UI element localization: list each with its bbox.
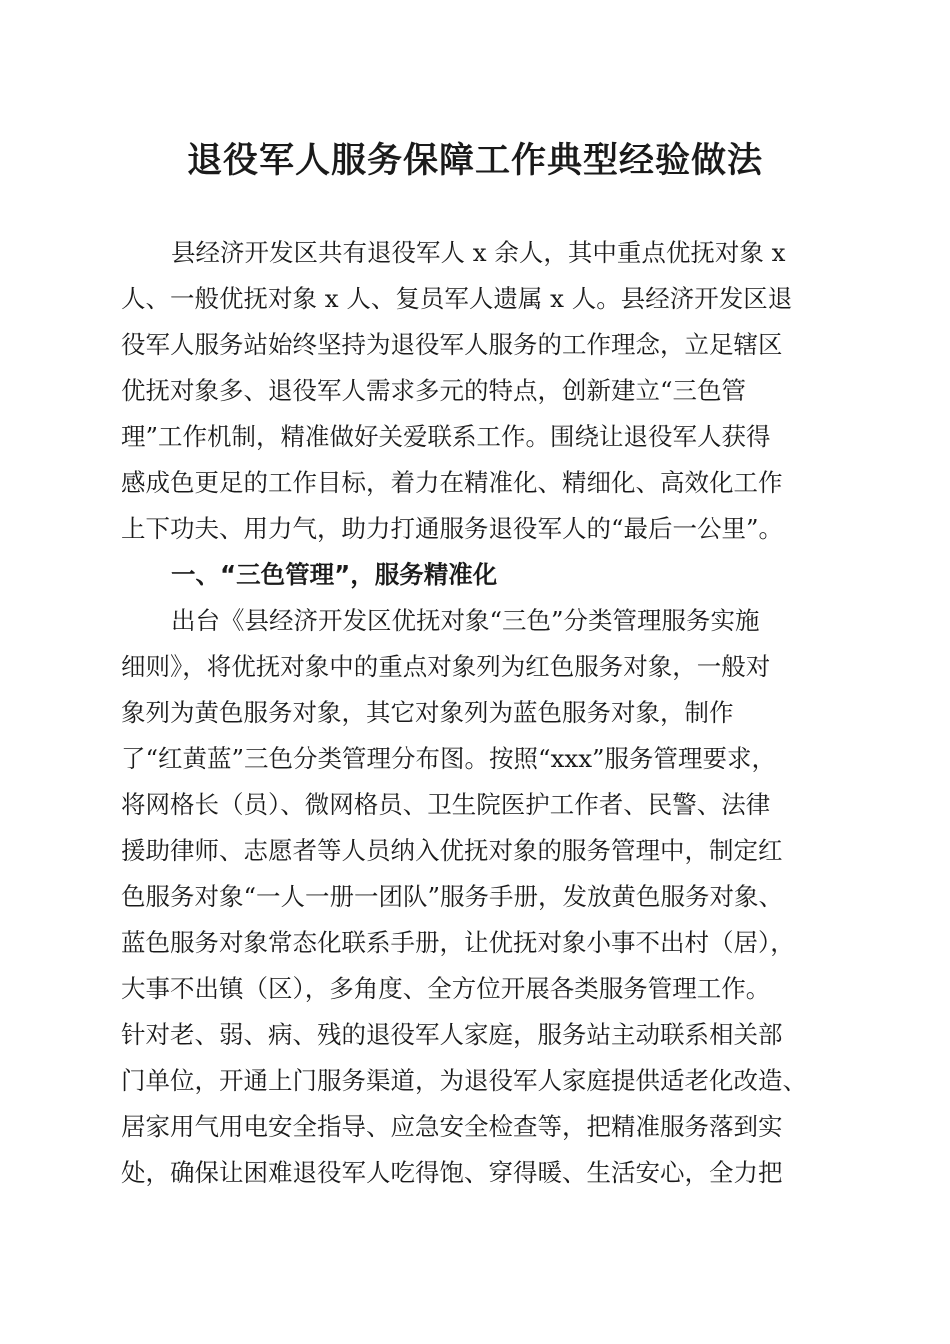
paragraph-line: 色服务对象“一人一册一团队”服务手册，发放黄色服务对象、 — [121, 882, 784, 911]
paragraph-line: 援助律师、志愿者等人员纳入优抚对象的服务管理中，制定红 — [121, 836, 783, 865]
paragraph-line: 蓝色服务对象常态化联系手册，让优抚对象小事不出村（居）， — [121, 928, 795, 957]
paragraph-line: 居家用气用电安全指导、应急安全检查等，把精准服务落到实 — [121, 1112, 783, 1141]
paragraph-line: 理”工作机制，精准做好关爱联系工作。围绕让退役军人获得 — [121, 422, 771, 451]
paragraph-line: 县经济开发区共有退役军人 x 余人，其中重点优抚对象 x — [171, 238, 786, 267]
paragraph-line: 感成色更足的工作目标，着力在精准化、精细化、高效化工作 — [121, 468, 783, 497]
paragraph-line: 出台《县经济开发区优抚对象“三色”分类管理服务实施 — [171, 606, 760, 635]
document-title: 退役军人服务保障工作典型经验做法 — [186, 140, 763, 181]
paragraph-line: 针对老、弱、病、残的退役军人家庭，服务站主动联系相关部 — [121, 1020, 783, 1049]
paragraph-line: 大事不出镇（区），多角度、全方位开展各类服务管理工作。 — [121, 974, 771, 1003]
paragraph-line: 象列为黄色服务对象，其它对象列为蓝色服务对象，制作 — [121, 698, 734, 727]
paragraph-line: 人、一般优抚对象 x 人、复员军人遗属 x 人。县经济开发区退 — [121, 284, 793, 313]
paragraph-line: 优抚对象多、退役军人需求多元的特点，创新建立“三色管 — [121, 376, 747, 405]
paragraph-line: 将网格长（员）、微网格员、卫生院医护工作者、民警、法律 — [121, 790, 771, 819]
paragraph-line: 处，确保让困难退役军人吃得饱、穿得暖、生活安心，全力把 — [121, 1158, 783, 1187]
paragraph-line: 了“红黄蓝”三色分类管理分布图。按照“xxx”服务管理要求， — [121, 744, 777, 773]
paragraph-line: 门单位，开通上门服务渠道，为退役军人家庭提供适老化改造、 — [121, 1066, 807, 1095]
paragraph-line: 细则》，将优抚对象中的重点对象列为红色服务对象，一般对 — [121, 652, 771, 681]
paragraph-line: 上下功夫、用力气，助力打通服务退役军人的“最后一公里”。 — [121, 514, 784, 543]
section-heading: 一、“三色管理”，服务精准化 — [171, 560, 498, 589]
paragraph-line: 役军人服务站始终坚持为退役军人服务的工作理念，立足辖区 — [121, 330, 783, 359]
